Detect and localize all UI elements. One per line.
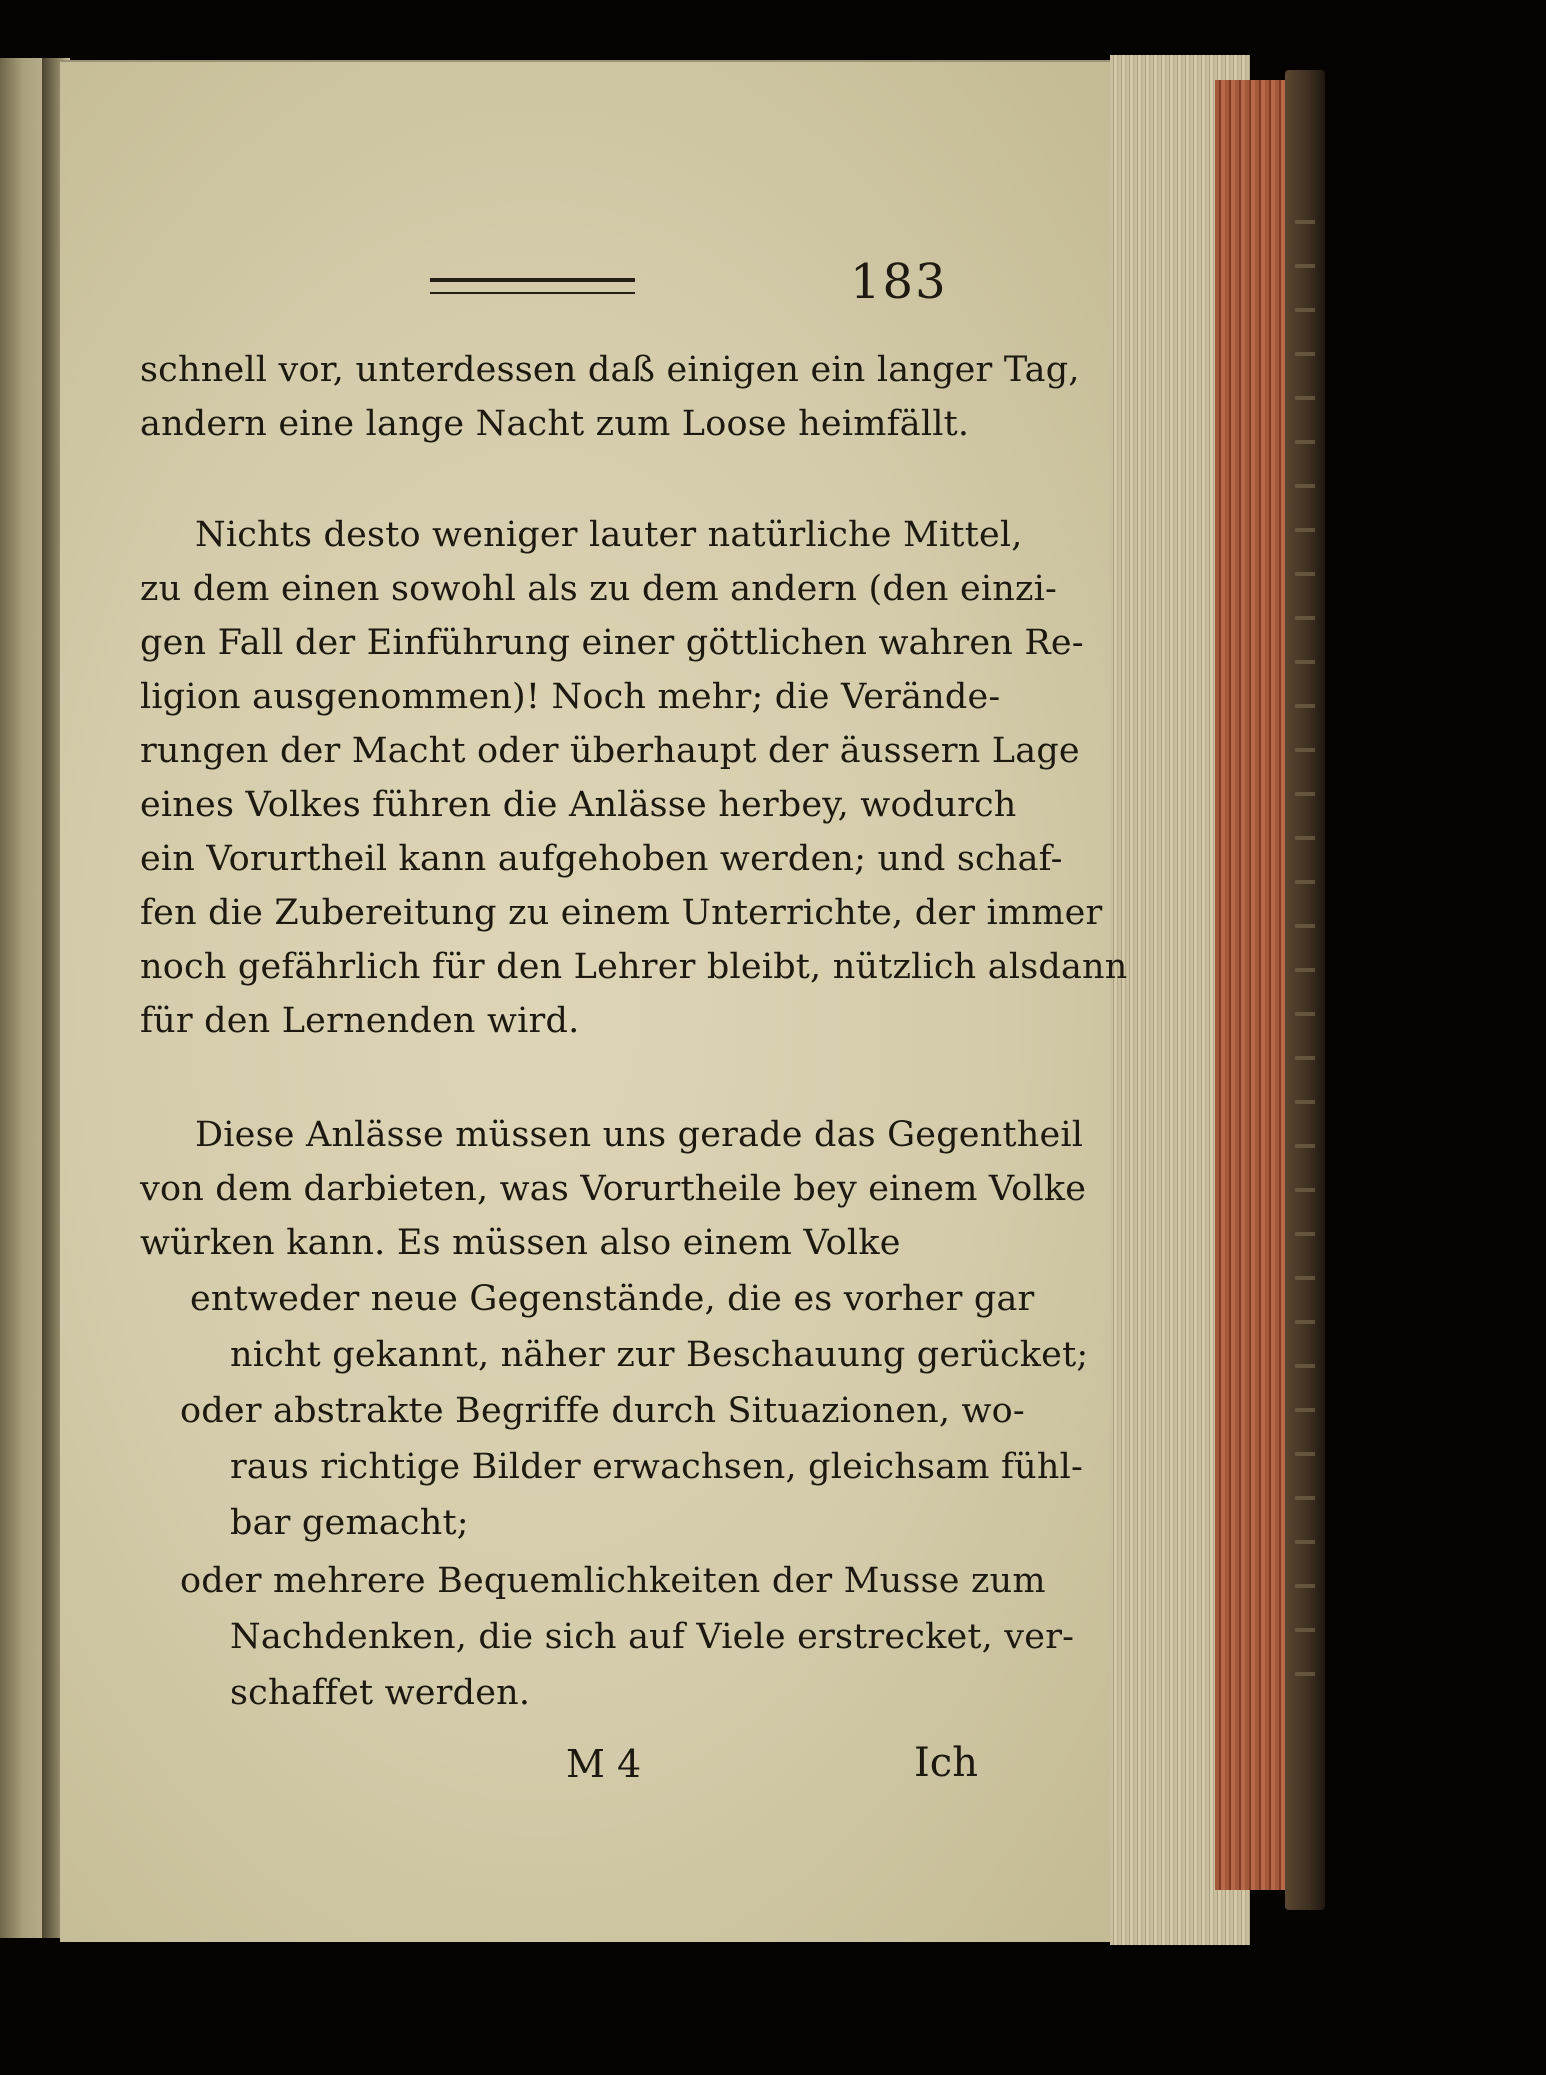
text-line: gen Fall der Einführung einer göttlichen wahren Re-	[140, 623, 1084, 663]
red-page-edge	[1215, 80, 1290, 1890]
catchword: Ich	[914, 1740, 978, 1786]
page-header	[430, 254, 970, 326]
text-line: Diese Anlässe müssen uns gerade das Gegentheil	[195, 1115, 1084, 1155]
text-line: Nichts desto weniger lauter natürliche Mittel,	[195, 515, 1023, 555]
text-line: andern eine lange Nacht zum Loose heimfällt.	[140, 404, 970, 444]
text-line: oder mehrere Bequemlichkeiten der Musse zum	[180, 1561, 1046, 1601]
text-line: von dem darbieten, was Vorurtheile bey einem Volke	[140, 1169, 1087, 1209]
text-line: fen die Zubereitung zu einem Unterrichte, der immer	[140, 893, 1103, 933]
text-line: noch gefährlich für den Lehrer bleibt, nützlich alsdann	[140, 947, 1128, 987]
signature-mark: M 4	[566, 1742, 642, 1786]
text-line: ligion ausgenommen)! Noch mehr; die Verände-	[140, 677, 1001, 717]
text-line: oder abstrakte Begriffe durch Situazionen, wo-	[180, 1391, 1025, 1431]
text-line: zu dem einen sowohl als zu dem andern (den einzi-	[140, 569, 1058, 609]
text-line: schnell vor, unterdessen daß einigen ein langer Tag,	[140, 350, 1080, 390]
text-line: würken kann. Es müssen also einem Volke	[140, 1223, 901, 1263]
text-line: schaffet werden.	[230, 1673, 531, 1713]
cover-texture	[1295, 180, 1315, 1680]
text-line: für den Lernenden wird.	[140, 1001, 580, 1041]
text-line: ein Vorurtheil kann aufgehoben werden; und schaf-	[140, 839, 1063, 879]
page-number: 183	[850, 254, 948, 310]
text-line: entweder neue Gegenstände, die es vorher gar	[190, 1279, 1035, 1319]
header-rule	[430, 278, 635, 294]
text-line: eines Volkes führen die Anlässe herbey, wodurch	[140, 785, 1017, 825]
text-line: raus richtige Bilder erwachsen, gleichsam fühl-	[230, 1447, 1084, 1487]
text-line: nicht gekannt, näher zur Beschauung gerücket;	[230, 1335, 1089, 1375]
text-line: rungen der Macht oder überhaupt der äussern Lage	[140, 731, 1080, 771]
text-line: Nachdenken, die sich auf Viele erstrecket, ver-	[230, 1617, 1075, 1657]
text-line: bar gemacht;	[230, 1503, 469, 1543]
